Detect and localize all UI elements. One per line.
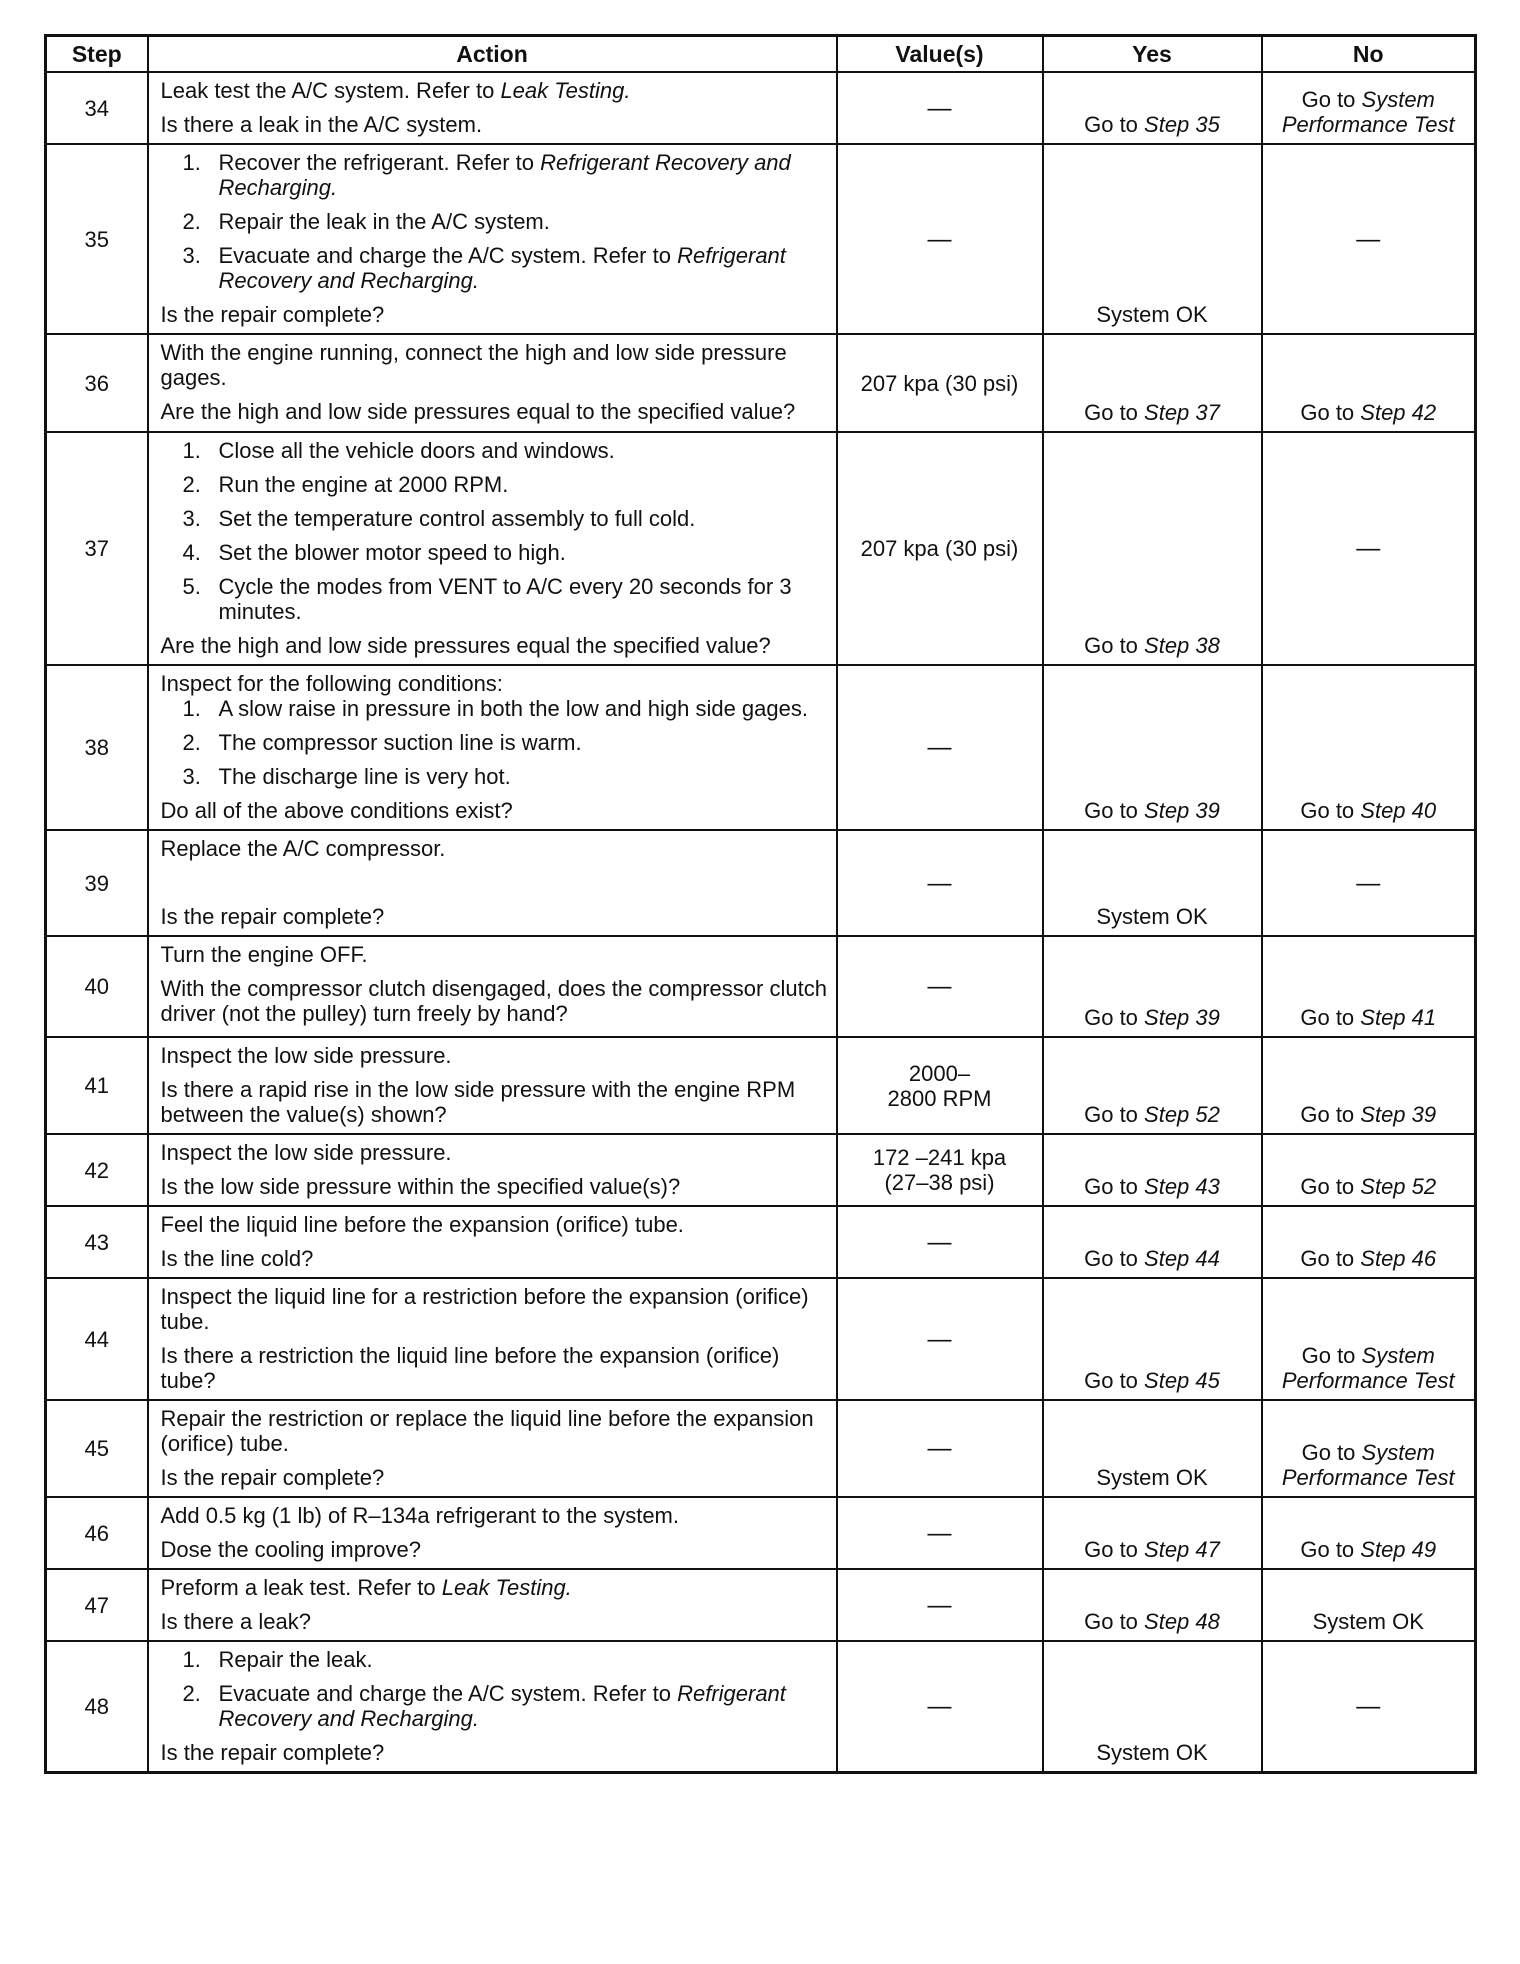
list-item-text: Set the blower motor speed to high.: [218, 540, 566, 565]
action-line: Is there a restriction the liquid line before the expansion (orifice) tube?: [160, 1343, 780, 1393]
action-line: With the compressor clutch disengaged, does the compressor clutch driver (not the pulley) turn freely by hand?: [160, 976, 827, 1026]
yes-cell: Go to Step 44: [1043, 1206, 1262, 1278]
list-item-number: 5.: [182, 574, 201, 599]
step-cell: 39: [46, 830, 148, 936]
action-line: Replace the A/C compressor.: [160, 836, 446, 861]
action-cell: [148, 1278, 837, 1400]
action-steps-list: [161, 1647, 828, 1731]
diagnostic-table-sheet: [44, 34, 1474, 1774]
action-line: Turn the engine OFF.: [160, 942, 368, 967]
table-body: [46, 72, 1476, 1773]
list-item-text: Evacuate and charge the A/C system. Refer to Refrigerant Recovery and Recharging.: [218, 1681, 786, 1731]
action-line: Dose the cooling improve?: [160, 1537, 421, 1562]
list-item-number: 1.: [182, 438, 201, 463]
action-cell: [148, 1569, 837, 1641]
yes-cell: System OK: [1043, 144, 1262, 334]
value-cell: —: [837, 1400, 1043, 1497]
list-item-number: 2.: [182, 472, 201, 497]
table-row: [46, 1037, 1476, 1134]
no-cell: Go to Step 39: [1262, 1037, 1476, 1134]
value-cell: —: [837, 1641, 1043, 1773]
step-cell: 38: [46, 665, 148, 830]
list-item-number: 1.: [182, 1647, 201, 1672]
list-item: [161, 438, 828, 463]
action-cell: [148, 1134, 837, 1206]
no-cell: Go to Step 42: [1262, 334, 1476, 432]
list-item: [161, 506, 828, 531]
yes-cell: System OK: [1043, 1400, 1262, 1497]
no-cell: —: [1262, 1641, 1476, 1773]
value-cell: —: [837, 1569, 1043, 1641]
action-cell: [148, 1037, 837, 1134]
yes-cell: Go to Step 38: [1043, 432, 1262, 665]
value-cell: —: [837, 1278, 1043, 1400]
step-cell: 36: [46, 334, 148, 432]
yes-cell: Go to Step 47: [1043, 1497, 1262, 1569]
action-line: Repair the restriction or replace the liquid line before the expansion (orifice) tube.: [160, 1406, 814, 1456]
action-line: Preform a leak test. Refer to Leak Testing.: [160, 1575, 572, 1600]
action-line: [161, 870, 828, 895]
no-cell: —: [1262, 830, 1476, 936]
list-item: [161, 574, 828, 624]
value-cell: 2000– 2800 RPM: [837, 1037, 1043, 1134]
list-item-text: Repair the leak.: [218, 1647, 373, 1672]
step-cell: 46: [46, 1497, 148, 1569]
action-cell: [148, 830, 837, 936]
header-yes: Yes: [1043, 36, 1262, 73]
list-item: [161, 243, 828, 293]
no-cell: Go to Step 49: [1262, 1497, 1476, 1569]
yes-cell: Go to Step 43: [1043, 1134, 1262, 1206]
table-row: [46, 830, 1476, 936]
value-cell: —: [837, 936, 1043, 1037]
list-item: [161, 1681, 828, 1731]
value-cell: 207 kpa (30 psi): [837, 432, 1043, 665]
action-line: Inspect the liquid line for a restriction before the expansion (orifice) tube.: [160, 1284, 809, 1334]
yes-cell: Go to Step 48: [1043, 1569, 1262, 1641]
table-row: [46, 432, 1476, 665]
header-no: No: [1262, 36, 1476, 73]
header-value: Value(s): [837, 36, 1043, 73]
action-line: Add 0.5 kg (1 lb) of R–134a refrigerant to the system.: [160, 1503, 679, 1528]
value-cell: —: [837, 144, 1043, 334]
action-line: Is the low side pressure within the specified value(s)?: [160, 1174, 681, 1199]
yes-cell: Go to Step 52: [1043, 1037, 1262, 1134]
value-cell: 172 –241 kpa (27–38 psi): [837, 1134, 1043, 1206]
value-cell: 207 kpa (30 psi): [837, 334, 1043, 432]
step-cell: 42: [46, 1134, 148, 1206]
value-cell: —: [837, 1206, 1043, 1278]
table-row: [46, 1641, 1476, 1773]
list-item: [161, 540, 828, 565]
step-cell: 37: [46, 432, 148, 665]
no-cell: Go to Step 40: [1262, 665, 1476, 830]
action-line: Is the repair complete?: [160, 1465, 385, 1490]
action-line: Are the high and low side pressures equal to the specified value?: [160, 399, 796, 424]
action-cell: [148, 1206, 837, 1278]
action-cell: [148, 1641, 837, 1773]
yes-cell: Go to Step 39: [1043, 665, 1262, 830]
no-cell: System OK: [1262, 1569, 1476, 1641]
no-cell: Go to Step 46: [1262, 1206, 1476, 1278]
action-steps-list: [161, 438, 828, 624]
list-item-text: Evacuate and charge the A/C system. Refer to Refrigerant Recovery and Recharging.: [218, 243, 786, 293]
yes-cell: Go to Step 35: [1043, 72, 1262, 144]
list-item-number: 2.: [182, 1681, 201, 1706]
step-cell: 35: [46, 144, 148, 334]
no-cell: Go to Step 52: [1262, 1134, 1476, 1206]
step-cell: 44: [46, 1278, 148, 1400]
action-cell: [148, 1497, 837, 1569]
table-row: [46, 1134, 1476, 1206]
action-question: Are the high and low side pressures equal the specified value?: [160, 633, 771, 658]
header-row: [46, 36, 1476, 73]
action-cell: [148, 144, 837, 334]
list-item-text: The discharge line is very hot.: [218, 764, 511, 789]
list-item-number: 4.: [182, 540, 201, 565]
value-cell: —: [837, 665, 1043, 830]
list-item-text: Cycle the modes from VENT to A/C every 20 seconds for 3 minutes.: [218, 574, 792, 624]
action-line: Is there a leak in the A/C system.: [160, 112, 483, 137]
yes-cell: System OK: [1043, 1641, 1262, 1773]
yes-cell: System OK: [1043, 830, 1262, 936]
step-cell: 40: [46, 936, 148, 1037]
list-item-text: Recover the refrigerant. Refer to Refrigerant Recovery and Recharging.: [218, 150, 791, 200]
step-cell: 45: [46, 1400, 148, 1497]
action-question: Do all of the above conditions exist?: [160, 798, 513, 823]
action-cell: [148, 334, 837, 432]
action-steps-list: [161, 150, 828, 293]
action-line: Leak test the A/C system. Refer to Leak Testing.: [160, 78, 631, 103]
action-question: Is the repair complete?: [160, 1740, 385, 1765]
action-line: Is the repair complete?: [160, 904, 385, 929]
list-item-text: Set the temperature control assembly to full cold.: [218, 506, 696, 531]
table-row: [46, 144, 1476, 334]
list-item-text: Repair the leak in the A/C system.: [218, 209, 550, 234]
step-cell: 48: [46, 1641, 148, 1773]
list-item-text: A slow raise in pressure in both the low and high side gages.: [218, 696, 808, 721]
list-item-number: 3.: [182, 764, 201, 789]
yes-cell: Go to Step 45: [1043, 1278, 1262, 1400]
action-line: Is the line cold?: [160, 1246, 314, 1271]
list-item: [161, 209, 828, 234]
no-cell: Go to Step 41: [1262, 936, 1476, 1037]
list-item: [161, 150, 828, 200]
action-cell: [148, 72, 837, 144]
action-steps-list: [161, 696, 828, 789]
value-cell: —: [837, 1497, 1043, 1569]
action-line: Inspect the low side pressure.: [160, 1140, 452, 1165]
header-step: Step: [46, 36, 148, 73]
list-item-number: 3.: [182, 243, 201, 268]
list-item-number: 1.: [182, 150, 201, 175]
step-cell: 34: [46, 72, 148, 144]
no-cell: Go to System Performance Test: [1262, 1400, 1476, 1497]
table-row: [46, 1569, 1476, 1641]
action-cell: [148, 665, 837, 830]
no-cell: —: [1262, 432, 1476, 665]
yes-cell: Go to Step 37: [1043, 334, 1262, 432]
table-row: [46, 1278, 1476, 1400]
table-row: [46, 1206, 1476, 1278]
list-item-number: 1.: [182, 696, 201, 721]
list-item-text: Run the engine at 2000 RPM.: [218, 472, 509, 497]
step-cell: 41: [46, 1037, 148, 1134]
action-cell: [148, 1400, 837, 1497]
step-cell: 47: [46, 1569, 148, 1641]
no-cell: Go to System Performance Test: [1262, 72, 1476, 144]
step-cell: 43: [46, 1206, 148, 1278]
header-action: Action: [148, 36, 837, 73]
list-item-number: 3.: [182, 506, 201, 531]
action-question: Is the repair complete?: [160, 302, 385, 327]
diagnostic-table: [44, 34, 1477, 1774]
action-line: With the engine running, connect the high and low side pressure gages.: [160, 340, 787, 390]
list-item: [161, 730, 828, 755]
action-line: Inspect the low side pressure.: [160, 1043, 452, 1068]
list-item: [161, 1647, 828, 1672]
table-row: [46, 665, 1476, 830]
list-item: [161, 764, 828, 789]
list-item: [161, 472, 828, 497]
action-line: Is there a rapid rise in the low side pressure with the engine RPM between the value(s) shown?: [160, 1077, 796, 1127]
list-item-text: The compressor suction line is warm.: [218, 730, 582, 755]
table-row: [46, 1497, 1476, 1569]
action-line: Inspect for the following conditions:: [160, 671, 503, 696]
value-cell: —: [837, 830, 1043, 936]
list-item-text: Close all the vehicle doors and windows.: [218, 438, 615, 463]
table-row: [46, 1400, 1476, 1497]
no-cell: —: [1262, 144, 1476, 334]
table-row: [46, 72, 1476, 144]
action-cell: [148, 432, 837, 665]
action-line: Feel the liquid line before the expansion (orifice) tube.: [160, 1212, 684, 1237]
table-row: [46, 936, 1476, 1037]
list-item-number: 2.: [182, 209, 201, 234]
table-row: [46, 334, 1476, 432]
value-cell: —: [837, 72, 1043, 144]
action-line: Is there a leak?: [160, 1609, 311, 1634]
list-item: [161, 696, 828, 721]
action-cell: [148, 936, 837, 1037]
no-cell: Go to System Performance Test: [1262, 1278, 1476, 1400]
yes-cell: Go to Step 39: [1043, 936, 1262, 1037]
list-item-number: 2.: [182, 730, 201, 755]
